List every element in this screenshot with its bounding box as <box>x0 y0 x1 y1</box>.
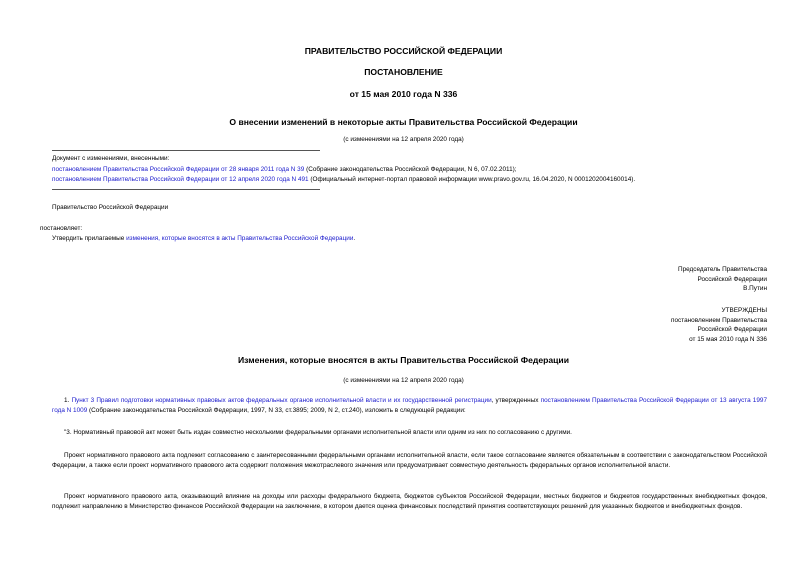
p1-suffix: (Собрание законодательства Российской Федерации, 1997, N 33, ст.3895; 2009, N 2, ст.240), изложить в следующей редакции: <box>87 406 466 414</box>
changes-paragraph-1 <box>52 396 767 415</box>
signature-position-1: Председатель Правительства <box>678 266 767 273</box>
approve-prefix: Утвердить прилагаемые <box>52 235 127 242</box>
approved-line-2: Российской Федерации <box>697 326 767 333</box>
changes-title: Изменения, которые вносятся в акты Правительства Российской Федерации <box>237 355 569 365</box>
rules-point-3-link[interactable]: Пункт 3 Правил подготовки нормативных правовых актов федеральных органов исполнительной власти и их государственной регистрации <box>71 397 492 404</box>
signature-name: В.Путин <box>743 285 767 292</box>
decree-1009-link[interactable]: постановлением Правительства Российской Федерации от 13 августа 1997 года N 1009 <box>52 397 767 414</box>
amendment-source-2: (Официальный интернет-портал правовой информации www.pravo.gov.ru, 16.04.2020, N 0001202004160014). <box>308 176 636 183</box>
signature-block <box>678 265 767 294</box>
divider-top <box>52 150 320 151</box>
government-subject: Правительство Российской Федерации <box>52 204 169 211</box>
government-heading: ПРАВИТЕЛЬСТВО РОССИЙСКОЙ ФЕДЕРАЦИИ <box>304 46 503 56</box>
amendment-item-2 <box>52 176 635 183</box>
signature-position-2: Российской Федерации <box>697 275 767 283</box>
document-type: ПОСТАНОВЛЕНИЕ <box>364 67 443 77</box>
changes-paragraph-4: Проект нормативного правового акта, оказывающий влияние на доходы или расходы федерального бюджета, бюджетов субъектов Российской Федерации, местных бюджетов и бюджетов государственных внебюджетных фондов, подлежит направлению в Министерство финансов Российской Федерации на заключение, в котором дается оценка финансовых последствий принятия соответствующих решений для указанных бюджетов и внебюджетных фондов. <box>52 493 767 510</box>
approve-changes-link[interactable]: изменения, которые вносятся в акты Правительства Российской Федерации <box>126 235 354 242</box>
approved-line-1: постановлением Правительства <box>671 316 767 324</box>
amendments-intro: Документ с изменениями, внесенными: <box>52 155 170 162</box>
approved-line-3: от 15 мая 2010 года N 336 <box>689 335 767 343</box>
amendment-source-1: (Собрание законодательства Российской Федерации, N 6, 07.02.2011); <box>304 166 517 173</box>
p1-prefix: 1. <box>64 397 72 404</box>
divider-bottom <box>52 189 320 190</box>
approved-block <box>671 306 767 344</box>
approve-suffix: . <box>353 235 356 242</box>
changes-paragraph-3: Проект нормативного правового акта подлежит согласованию с заинтересованными федеральными органами исполнительной власти, если такое согласование является обязательным в соответствии с законодательством Российской Федерации, а также если проект нормативного правового акта содержит положения межотраслевого значения или предусматривает совместную деятельность федеральных органов исполнительной власти. <box>52 452 767 469</box>
decides-text: постановляет: <box>40 225 83 232</box>
changes-amended-note: (с изменениями на 12 апреля 2020 года) <box>343 377 464 384</box>
approve-sentence <box>52 235 355 242</box>
amendment-link-2[interactable]: постановлением Правительства Российской Федерации от 12 апреля 2020 года N 491 <box>52 176 309 183</box>
approved-label: УТВЕРЖДЕНЫ <box>721 307 767 314</box>
amendment-link-1[interactable]: постановлением Правительства Российской Федерации от 28 января 2011 года N 39 <box>52 166 305 173</box>
document-date-number: от 15 мая 2010 года N 336 <box>349 89 458 99</box>
changes-paragraph-2: "3. Нормативный правовой акт может быть издан совместно несколькими федеральными органами исполнительной власти или одним из них по согласованию с другими. <box>64 429 572 436</box>
p1-mid: , утвержденных <box>491 397 541 404</box>
amended-note: (с изменениями на 12 апреля 2020 года) <box>343 136 464 143</box>
amendment-item-1 <box>52 166 517 173</box>
document-title: О внесении изменений в некоторые акты Правительства Российской Федерации <box>229 117 578 127</box>
